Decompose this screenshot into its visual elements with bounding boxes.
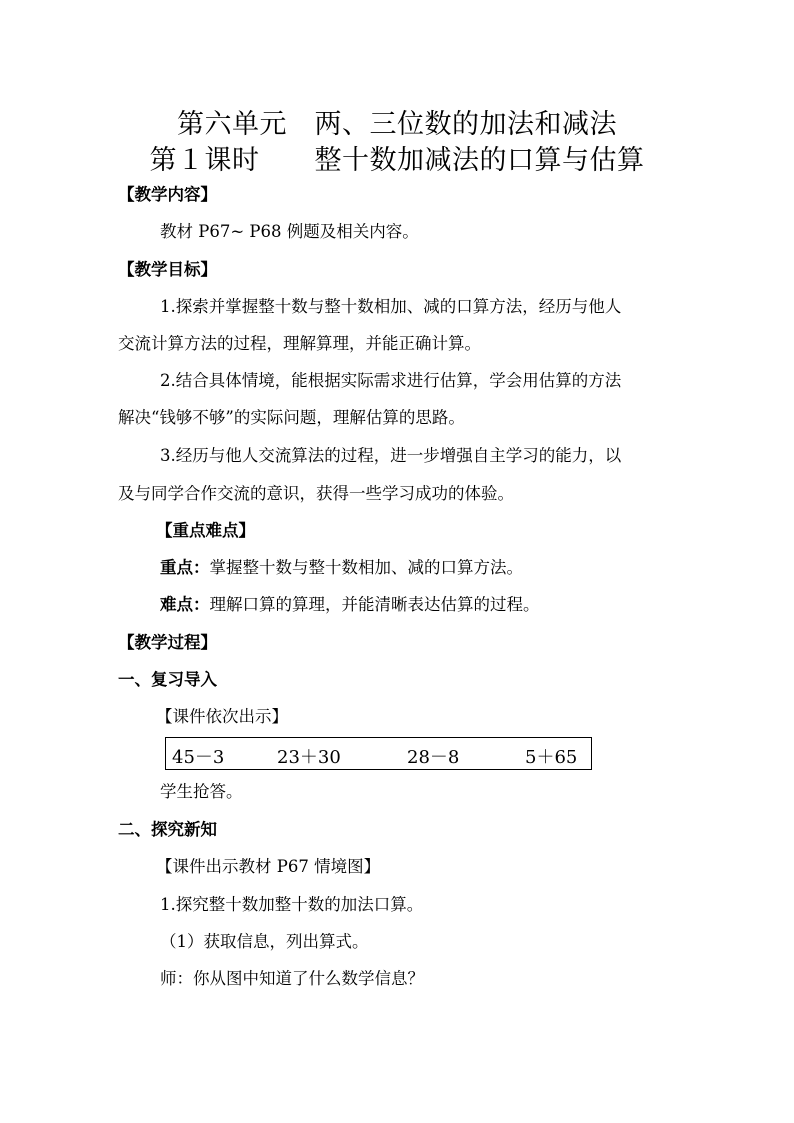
key-point-label: 重点： <box>160 558 210 577</box>
step-1-1: （1）获取信息，列出算式。 <box>160 932 369 951</box>
goal-2-line-2: 解决“钱够不够”的实际问题，理解估算的思路。 <box>118 408 465 427</box>
part-1-heading: 一、复习导入 <box>118 670 217 689</box>
exercise-item: 45－3 <box>172 747 225 768</box>
key-point-line <box>160 558 523 578</box>
key-point-text: 掌握整十数与整十数相加、减的口算方法。 <box>209 558 523 577</box>
content-heading: 【教学内容】 <box>118 185 217 204</box>
goal-2-line-1: 2.结合具体情境，能根据实际需求进行估算，学会用估算的方法 <box>160 371 622 390</box>
lesson-title: 第１课时 整十数加减法的口算与估算 <box>149 145 645 176</box>
difficulty-text: 理解口算的算理，并能清晰表达估算的过程。 <box>209 595 540 614</box>
difficulty-line <box>160 595 540 615</box>
goal-1-line-1: 1.探索并掌握整十数与整十数相加、减的口算方法，经历与他人 <box>160 297 622 316</box>
unit-title: 第六单元 两、三位数的加法和减法 <box>177 109 617 140</box>
goals-heading: 【教学目标】 <box>118 260 217 279</box>
goal-1-line-2: 交流计算方法的过程，理解算理，并能正确计算。 <box>118 334 481 353</box>
goal-3-line-1: 3.经历与他人交流算法的过程，进一步增强自主学习的能力，以 <box>160 446 622 465</box>
courseware-note-2: 【课件出示教材 P67 情境图】 <box>156 857 381 876</box>
process-heading: 【教学过程】 <box>118 633 217 652</box>
courseware-note-1: 【课件依次出示】 <box>156 707 288 726</box>
exercise-box <box>165 737 592 770</box>
exercise-item: 5＋65 <box>525 747 578 768</box>
goal-3-line-2: 及与同学合作交流的意识，获得一些学习成功的体验。 <box>118 484 514 503</box>
teacher-question: 师：你从图中知道了什么数学信息？ <box>160 969 424 988</box>
step-1: 1.探究整十数加整十数的加法口算。 <box>160 895 424 914</box>
difficulty-label: 难点： <box>160 595 210 614</box>
content-text: 教材 P67~ P68 例题及相关内容。 <box>160 222 419 241</box>
key-points-heading: 【重点难点】 <box>156 521 255 540</box>
students-answer: 学生抢答。 <box>160 782 243 801</box>
exercise-item: 23＋30 <box>277 747 341 768</box>
part-2-heading: 二、探究新知 <box>118 820 217 839</box>
exercise-item: 28－8 <box>407 747 460 768</box>
